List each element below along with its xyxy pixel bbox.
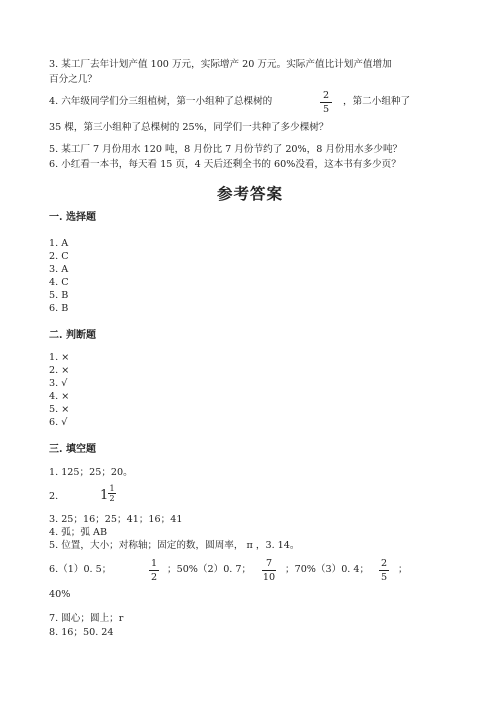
judge-answer: 5. × xyxy=(49,404,70,415)
fill-answer-6-part-2: ；50%（2）0. 7； xyxy=(167,564,252,575)
problem-4-line-1a: 4. 六年级同学们分三组植树，第一小组种了总棵树的 xyxy=(49,96,273,107)
fraction-denominator: 5 xyxy=(322,104,330,115)
choice-answer: 4. C xyxy=(49,277,69,288)
fill-answer-6-part-3: ；70%（3）0. 4； xyxy=(285,564,370,575)
choice-answer: 1. A xyxy=(49,238,69,249)
fraction-bar xyxy=(379,570,389,571)
fraction-numerator: 2 xyxy=(380,558,388,569)
fraction-numerator: 7 xyxy=(265,558,273,569)
fill-answer-7: 7. 圆心；圆上；r xyxy=(49,613,124,624)
choice-answer: 6. B xyxy=(49,303,69,314)
judge-answer: 2. × xyxy=(49,365,70,376)
choice-answer: 3. A xyxy=(49,264,69,275)
judge-answer: 3. √ xyxy=(49,378,68,389)
mixed-whole: 1 xyxy=(100,488,109,503)
problem-4-line-1b: ，第二小组种了 xyxy=(343,96,411,107)
problem-5: 5. 某工厂 7 月份用水 120 吨，8 月份比 7 月份节约了 20%，8 月份用水多少吨？ xyxy=(49,144,403,155)
fraction-numerator: 1 xyxy=(150,558,158,569)
fill-answer-6-fraction-1 xyxy=(149,558,159,583)
problem-3-line-1: 3. 某工厂去年计划产值 100 万元，实际增产 20 万元。实际产值比计划产值增加 xyxy=(49,59,392,70)
fraction-denominator: 2 xyxy=(150,572,158,583)
fill-answer-6-fraction-2 xyxy=(262,558,276,583)
fraction-denominator: 10 xyxy=(262,572,276,583)
section-fill-heading: 三. 填空题 xyxy=(49,444,96,455)
problem-4-fraction xyxy=(320,90,332,115)
choice-answer: 2. C xyxy=(49,251,69,262)
fill-answer-6-line-2: 40% xyxy=(49,589,71,600)
judge-answer: 4. × xyxy=(49,391,70,402)
fraction-bar xyxy=(149,570,159,571)
fill-answer-6-part-1: 6.（1）0. 5； xyxy=(49,564,112,575)
fraction-denominator: 2 xyxy=(109,494,115,503)
fraction-bar xyxy=(262,570,276,571)
fraction-numerator: 2 xyxy=(322,90,330,101)
judge-answer: 6. √ xyxy=(49,417,68,428)
judge-answer: 1. × xyxy=(49,352,70,363)
fraction-numerator: 1 xyxy=(109,484,115,493)
fraction-bar xyxy=(320,102,332,103)
fill-answer-4: 4. 弧；弧 AB xyxy=(49,527,108,538)
fill-answer-3: 3. 25；16；25；41；16；41 xyxy=(49,514,183,525)
fill-answer-5: 5. 位置，大小；对称轴；固定的数，圆周率， π ，3. 14。 xyxy=(49,540,300,551)
problem-6: 6. 小红看一本书，每天看 15 页，4 天后还剩全书的 60%没看，这本书有多少页？ xyxy=(49,159,401,170)
choice-answer: 5. B xyxy=(49,290,69,301)
section-choice-heading: 一. 选择题 xyxy=(49,212,96,223)
fill-answer-8: 8. 16；50. 24 xyxy=(49,627,114,638)
fill-answer-6-part-4: ； xyxy=(398,564,408,575)
mixed-fraction xyxy=(108,484,116,503)
section-judge-heading: 二. 判断题 xyxy=(49,330,96,341)
fill-answer-6-fraction-3 xyxy=(379,558,389,583)
fill-answer-1: 1. 125；25；20。 xyxy=(49,467,133,478)
answer-title: 参考答案 xyxy=(216,184,283,203)
problem-4-line-2: 35 棵，第三小组种了总棵树的 25%，同学们一共种了多少棵树？ xyxy=(49,122,329,133)
fill-answer-2-label: 2. xyxy=(49,491,59,502)
problem-3-line-2: 百分之几？ xyxy=(49,74,97,85)
fraction-denominator: 5 xyxy=(380,572,388,583)
